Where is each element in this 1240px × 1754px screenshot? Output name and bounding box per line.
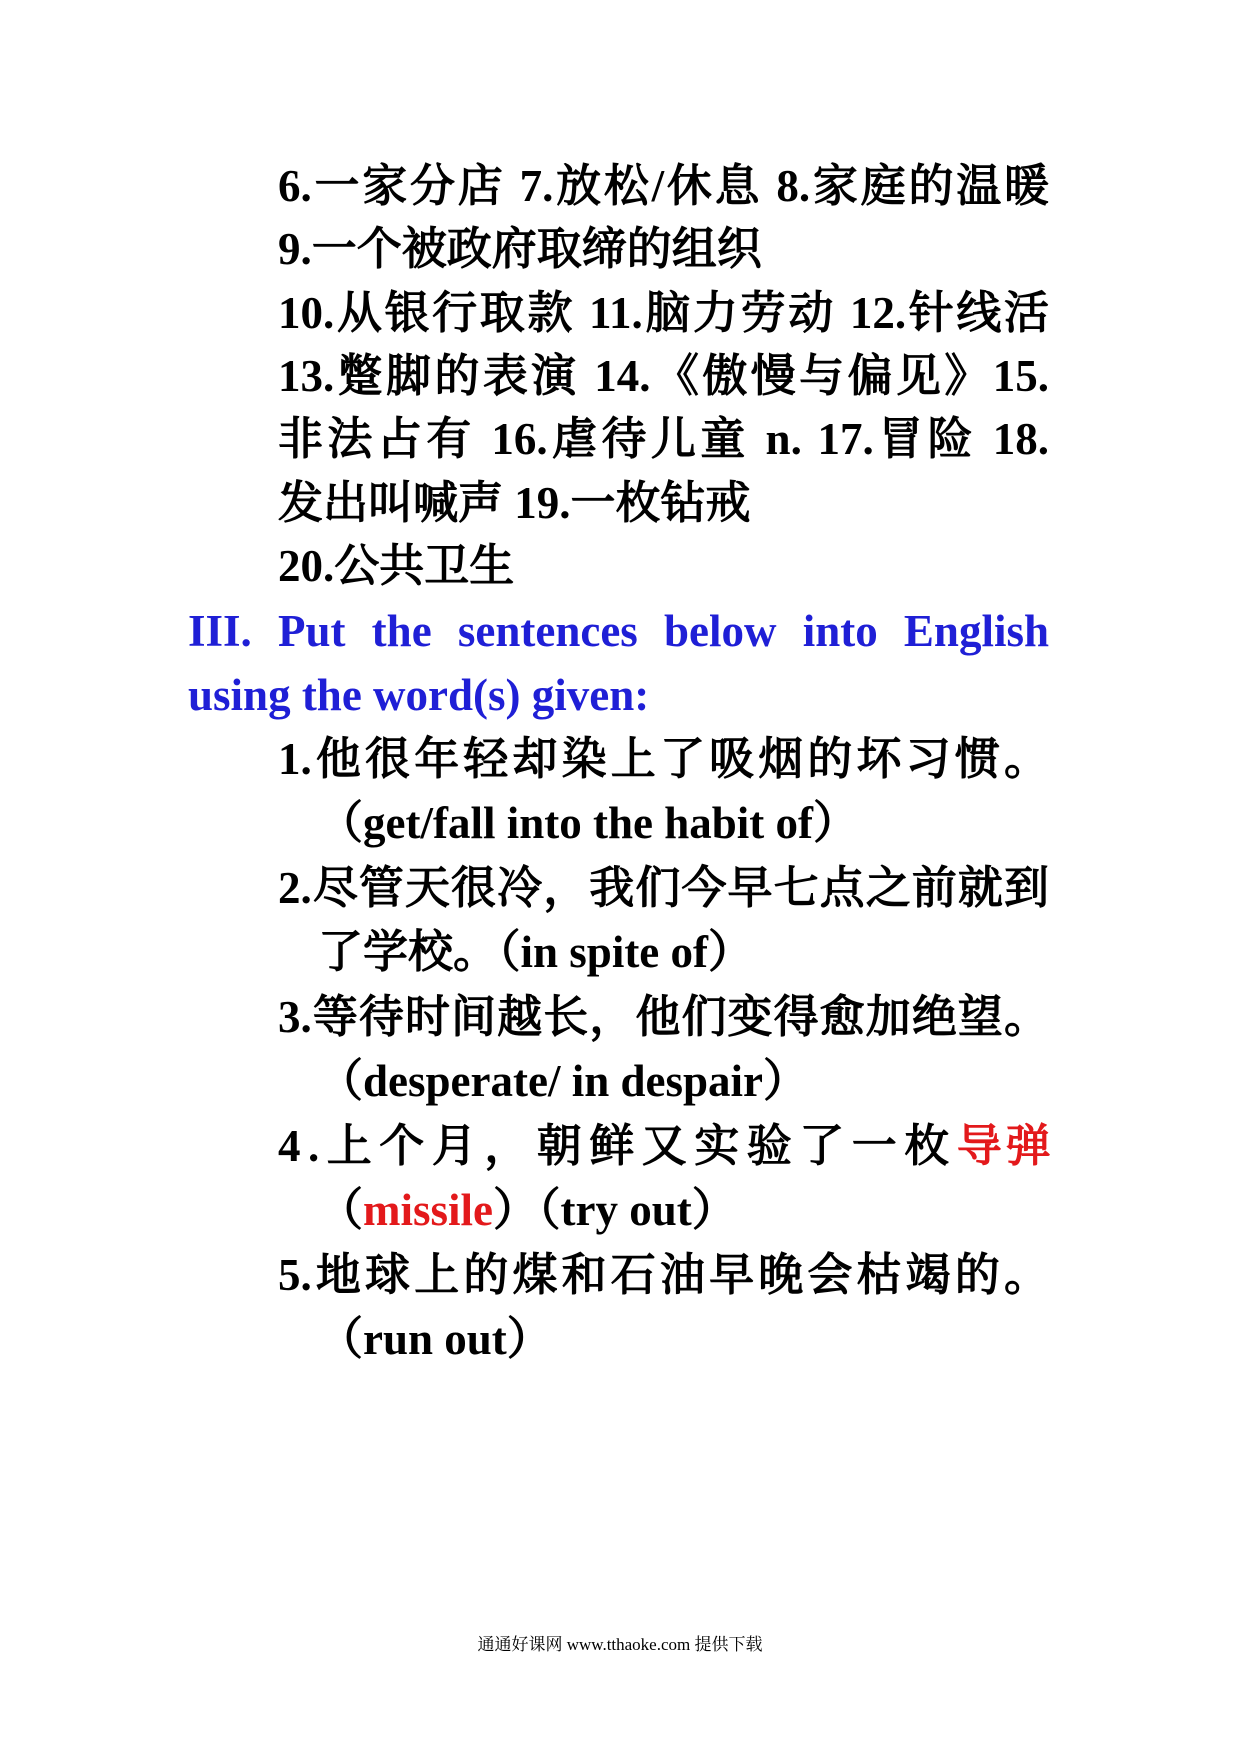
section-heading-line1: III. Put the sentences below into English <box>188 606 1049 656</box>
vocab-line-10-12: 10.从银行取款 11.脑力劳动 12.针线活 <box>278 288 1049 338</box>
sentence-4-highlight-missile-en: missile <box>363 1185 494 1235</box>
vocab-line-6-8: 6.一家分店 7.放松/休息 8.家庭的温暖 <box>278 161 1049 211</box>
vocab-line-16-18: 非法占有 16.虐待儿童 n. 17.冒险 18. <box>278 414 1049 464</box>
sentence-2-continuation: 了学校。（in spite of） <box>318 927 754 977</box>
sentence-3-hint: （desperate/ in despair） <box>318 1056 808 1106</box>
section-heading-line2: using the word(s) given: <box>188 670 650 720</box>
sentence-1-hint: （get/fall into the habit of） <box>318 798 858 848</box>
sentence-1-chinese: 1.他很年轻却染上了吸烟的坏习惯。 <box>278 734 1049 784</box>
sentence-4-hint <box>318 1178 737 1242</box>
vocab-line-13-15: 13.蹩脚的表演 14.《傲慢与偏见》15. <box>278 351 1049 401</box>
sentence-2-chinese: 2.尽管天很冷，我们今早七点之前就到 <box>278 863 1049 913</box>
page-footer: 通通好课网 www.tthaoke.com 提供下载 <box>477 1635 763 1654</box>
vocab-line-9: 9.一个被政府取缔的组织 <box>278 224 762 274</box>
sentence-3-chinese: 3.等待时间越长，他们变得愈加绝望。 <box>278 992 1049 1042</box>
sentence-4-highlight-missile-cn: 导弹 <box>956 1121 1055 1171</box>
sentence-4-chinese <box>278 1114 1055 1178</box>
sentence-5-hint: （run out） <box>318 1314 552 1364</box>
sentence-5-chinese: 5.地球上的煤和石油早晚会枯竭的。 <box>278 1250 1049 1300</box>
sentence-4-chinese-main: 4.上个月，朝鲜又实验了一枚 <box>278 1121 957 1171</box>
vocab-line-20: 20.公共卫生 <box>278 541 515 591</box>
sentence-4-open-paren: （ <box>318 1185 364 1235</box>
vocab-line-19: 发出叫喊声 19.一枚钻戒 <box>278 478 751 528</box>
sentence-4-hint-rest: ）（try out） <box>493 1185 737 1235</box>
